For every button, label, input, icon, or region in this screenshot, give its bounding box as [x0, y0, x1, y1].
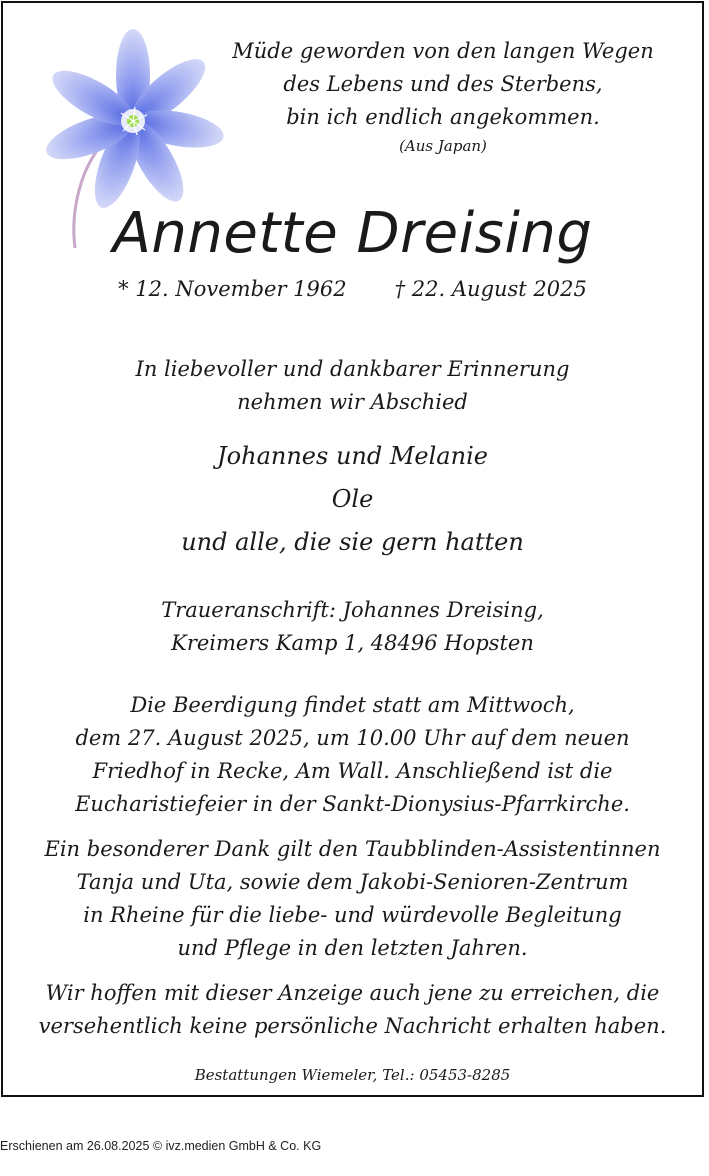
poem-source: (Aus Japan) [399, 137, 487, 155]
notice-text [3, 977, 702, 1043]
farewell-line: In liebevoller und dankbarer Erinnerung [135, 357, 570, 381]
life-dates [3, 277, 702, 301]
family-line: und alle, die sie gern hatten [181, 528, 524, 556]
birth-date: * 12. November 1962 [118, 277, 347, 301]
funeral-line: dem 27. August 2025, um 10.00 Uhr auf dem neuen [75, 726, 630, 750]
undertaker-info: Bestattungen Wiemeler, Tel.: 05453-8285 [194, 1066, 511, 1084]
poem-line: bin ich endlich angekommen. [286, 105, 600, 129]
obituary-frame [1, 1, 704, 1097]
thanks-line: in Rheine für die liebe- und würdevolle Begleitung [83, 903, 622, 927]
family-members [3, 435, 702, 564]
address-line: Kreimers Kamp 1, 48496 Hopsten [171, 631, 534, 655]
notice-line: Wir hoffen mit dieser Anzeige auch jene zu erreichen, die [45, 981, 660, 1005]
thanks-line: Tanja und Uta, sowie dem Jakobi-Senioren-Zentrum [76, 870, 629, 894]
thanks-text [3, 833, 702, 965]
family-line: Johannes und Melanie [217, 442, 488, 470]
farewell-text [3, 353, 702, 419]
funeral-line: Friedhof in Recke, Am Wall. Anschließend ist die [92, 759, 613, 783]
family-line: Ole [331, 485, 374, 513]
notice-line: versehentlich keine persönliche Nachricht erhalten haben. [38, 1014, 667, 1038]
poem-line: Müde geworden von den langen Wegen [232, 39, 654, 63]
poem-line: des Lebens und des Sterbens, [283, 72, 603, 96]
death-date: † 22. August 2025 [394, 277, 587, 301]
thanks-line: Ein besonderer Dank gilt den Taubblinden-Assistentinnen [44, 837, 661, 861]
mourning-address [3, 594, 702, 660]
farewell-line: nehmen wir Abschied [237, 390, 468, 414]
poem [203, 35, 683, 134]
publication-footer: Erschienen am 26.08.2025 © ivz.medien GmbH & Co. KG [0, 1139, 322, 1153]
deceased-name: Annette Dreising [112, 201, 593, 266]
address-line: Traueranschrift: Johannes Dreising, [161, 598, 544, 622]
funeral-info [3, 689, 702, 821]
funeral-line: Eucharistiefeier in der Sankt-Dionysius-Pfarrkirche. [75, 792, 630, 816]
funeral-line: Die Beerdigung findet statt am Mittwoch, [130, 693, 575, 717]
thanks-line: und Pflege in den letzten Jahren. [177, 936, 528, 960]
